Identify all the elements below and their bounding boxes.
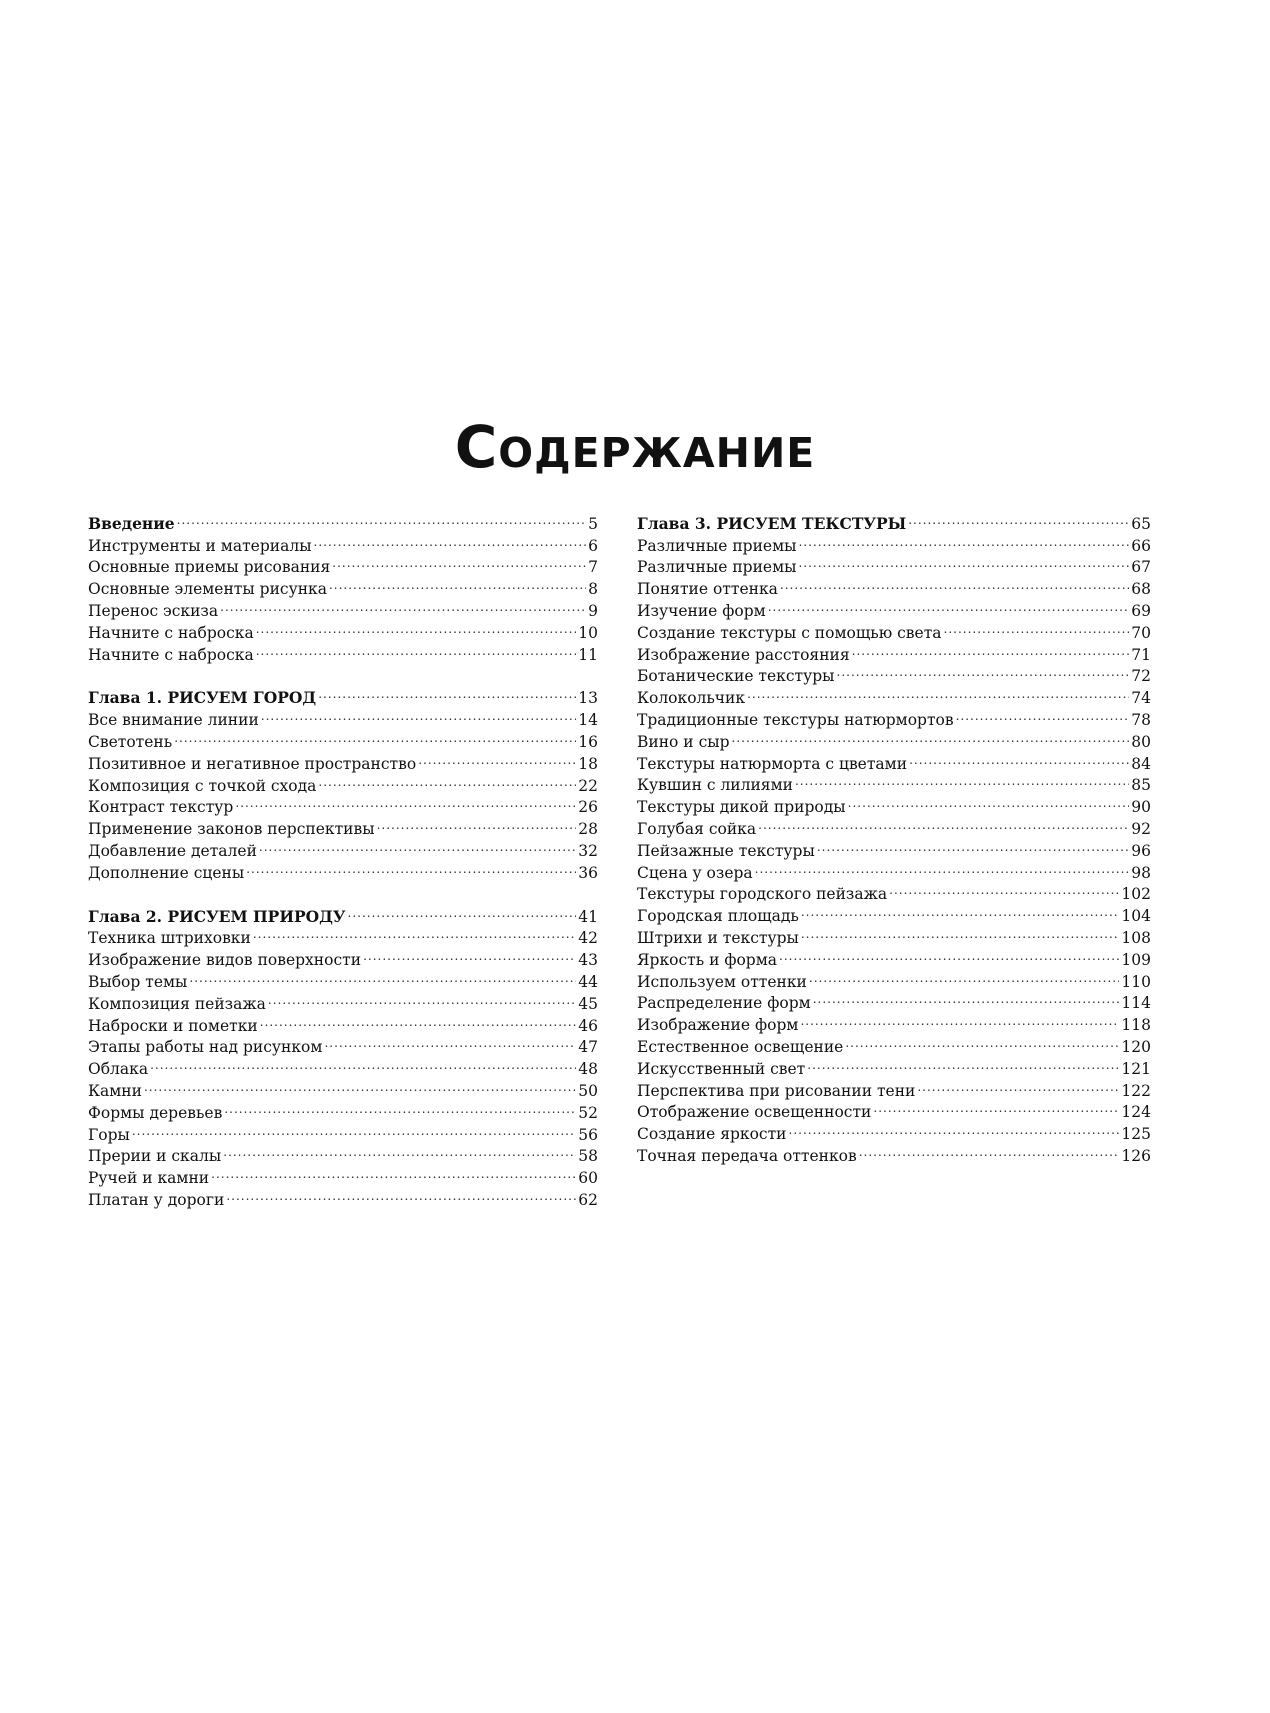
toc-entry-label: Техника штриховки	[88, 929, 251, 948]
toc-page-number: 10	[578, 623, 598, 642]
dot-leader	[220, 594, 586, 616]
toc-entry-label: Колокольчик	[637, 689, 746, 708]
dot-leader	[329, 572, 586, 594]
dot-leader	[132, 1118, 576, 1140]
toc-entry-label: Композиция пейзажа	[88, 994, 266, 1013]
toc-entry-label: Голубая сойка	[637, 819, 757, 838]
toc-page-number: 92	[1131, 819, 1151, 838]
toc-entry-label: Штрихи и текстуры	[637, 928, 799, 947]
toc-page-number: 48	[578, 1060, 598, 1079]
toc-entry-label: Формы деревьев	[88, 1103, 223, 1122]
toc-page-number: 67	[1131, 558, 1151, 577]
dot-leader	[363, 943, 576, 965]
dot-leader	[226, 1183, 576, 1205]
dot-leader	[261, 703, 576, 725]
toc-section-chapter-1	[88, 682, 598, 882]
page-title: Содержание	[454, 413, 816, 481]
toc-entry-label: Начните с наброска	[88, 645, 254, 664]
toc-page-number: 44	[578, 972, 598, 991]
toc-entry-label: Распределение форм	[637, 994, 811, 1013]
dot-leader	[795, 769, 1129, 791]
toc-entry-label: Текстуры городского пейзажа	[637, 885, 888, 904]
toc-page-number: 52	[578, 1103, 598, 1122]
toc-heading-label: Введение	[88, 513, 175, 533]
toc-page-number: 96	[1131, 841, 1151, 860]
dot-leader	[908, 507, 1129, 529]
toc-right-column	[637, 507, 1151, 1165]
dot-leader	[235, 791, 576, 813]
toc-heading-label: Глава 1. РИСУЕМ ГОРОД	[88, 688, 317, 708]
toc-entry-label: Наброски и пометки	[88, 1016, 258, 1035]
dot-leader	[189, 965, 576, 987]
toc-page-number: 66	[1131, 536, 1151, 555]
toc-entry-label: Дополнение сцены	[88, 863, 245, 882]
toc-page-number: 28	[578, 820, 598, 839]
dot-leader	[318, 682, 576, 704]
toc-page-number: 85	[1131, 776, 1151, 795]
dot-leader	[224, 1096, 576, 1118]
toc-entry-label: Традиционные текстуры натюрмортов	[637, 710, 954, 729]
toc-entry-label: Пейзажные текстуры	[637, 841, 815, 860]
toc-entry-label: Выбор темы	[88, 972, 188, 991]
toc-page-number: 56	[578, 1125, 598, 1144]
toc-page-number: 122	[1121, 1081, 1151, 1100]
toc-entry-label: Все внимание линии	[88, 711, 259, 730]
dot-leader	[813, 987, 1120, 1009]
toc-heading[interactable]	[637, 507, 1151, 533]
toc-page-number: 46	[578, 1016, 598, 1035]
dot-leader	[177, 507, 586, 529]
dot-leader	[800, 1008, 1119, 1030]
dot-leader	[917, 1074, 1119, 1096]
toc-entry-label: Городская площадь	[637, 907, 799, 926]
toc-entry-label: Изображение форм	[637, 1016, 799, 1035]
toc-section-chapter-2	[88, 900, 598, 1209]
toc-page-number: 36	[578, 863, 598, 882]
toc-page-number: 16	[578, 732, 598, 751]
dot-leader	[837, 660, 1130, 682]
toc-page-number: 124	[1121, 1103, 1151, 1122]
toc-page-number: 14	[578, 711, 598, 730]
dot-leader	[256, 616, 577, 638]
dot-leader	[780, 572, 1129, 594]
toc-entry-label: Понятие оттенка	[637, 580, 778, 599]
toc-page-number: 13	[578, 689, 598, 708]
toc-entry-label: Изучение форм	[637, 601, 766, 620]
toc-page-number: 41	[578, 907, 598, 926]
toc-entry-label: Точная передача оттенков	[637, 1146, 857, 1165]
toc-page-number: 45	[578, 994, 598, 1013]
toc-page-number: 110	[1121, 972, 1151, 991]
toc-entry-label: Светотень	[88, 732, 173, 751]
toc-page-number: 58	[578, 1147, 598, 1166]
dot-leader	[259, 834, 576, 856]
dot-leader	[848, 790, 1130, 812]
toc-entry-label: Контраст текстур	[88, 798, 234, 817]
toc-page-number: 65	[1131, 514, 1151, 533]
dot-leader	[747, 681, 1129, 703]
dot-leader	[246, 856, 576, 878]
toc-page-number: 90	[1131, 798, 1151, 817]
toc-page-number: 70	[1131, 623, 1151, 642]
dot-leader	[801, 921, 1120, 943]
toc-entry-label: Инструменты и материалы	[88, 536, 312, 555]
toc-entry-label: Текстуры натюрморта с цветами	[637, 754, 908, 773]
dot-leader	[314, 529, 587, 551]
toc-entry-label: Используем оттенки	[637, 972, 807, 991]
toc-section-chapter-3	[637, 507, 1151, 1165]
toc-entry-label: Яркость и форма	[637, 950, 778, 969]
toc-page-number: 5	[588, 514, 598, 533]
toc-page-number: 120	[1121, 1037, 1151, 1056]
toc-entry-label: Вино и сыр	[637, 732, 730, 751]
dot-leader	[859, 1139, 1120, 1161]
toc-entry[interactable]	[88, 1118, 598, 1144]
dot-leader	[909, 747, 1129, 769]
toc-page-number: 69	[1131, 601, 1151, 620]
dot-leader	[956, 703, 1130, 725]
toc-page-number: 74	[1131, 689, 1151, 708]
toc-entry-label: Различные приемы	[637, 536, 797, 555]
toc-entry-label: Кувшин с лилиями	[637, 776, 793, 795]
toc-entry-label: Перенос эскиза	[88, 601, 219, 620]
dot-leader	[268, 987, 576, 1009]
dot-leader	[845, 1030, 1119, 1052]
toc-page-number: 26	[578, 798, 598, 817]
toc-heading[interactable]	[88, 900, 598, 926]
toc-page-number: 43	[578, 951, 598, 970]
dot-leader	[324, 1031, 576, 1053]
toc-entry-label: Отображение освещенности	[637, 1103, 872, 1122]
toc-entry-label: Естественное освещение	[637, 1037, 844, 1056]
toc-entry-label: Камни	[88, 1081, 142, 1100]
toc-page-number: 6	[588, 536, 598, 555]
dot-leader	[144, 1074, 576, 1096]
toc-page-number: 80	[1131, 732, 1151, 751]
toc-page-number: 60	[578, 1169, 598, 1188]
dot-leader	[253, 922, 576, 944]
dot-leader	[789, 1117, 1120, 1139]
toc-section-introduction	[88, 507, 598, 664]
toc-page-number: 68	[1131, 580, 1151, 599]
toc-page-number: 78	[1131, 710, 1151, 729]
toc-page-number: 71	[1131, 645, 1151, 664]
toc-heading[interactable]	[88, 682, 598, 708]
dot-leader	[377, 812, 577, 834]
toc-entry-label: Ручей и камни	[88, 1169, 210, 1188]
dot-leader	[318, 769, 576, 791]
toc-page-number: 62	[578, 1190, 598, 1209]
toc-page-number: 8	[588, 580, 598, 599]
toc-page-number: 126	[1121, 1146, 1151, 1165]
toc-page-number: 72	[1131, 667, 1151, 686]
toc-entry-label: Позитивное и негативное пространство	[88, 754, 417, 773]
toc-page-number: 11	[578, 645, 598, 664]
dot-leader	[256, 638, 577, 660]
toc-entry-label: Основные элементы рисунка	[88, 580, 327, 599]
toc-page-number: 22	[578, 776, 598, 795]
toc-entry-label: Текстуры дикой природы	[637, 798, 846, 817]
toc-heading-label: Глава 3. РИСУЕМ ТЕКСТУРЫ	[637, 513, 907, 533]
toc-entry-label: Сцена у озера	[637, 863, 753, 882]
dot-leader	[174, 725, 576, 747]
toc-entry-label: Горы	[88, 1125, 130, 1144]
toc-entry-label: Изображение видов поверхности	[88, 951, 362, 970]
dot-leader	[817, 834, 1129, 856]
toc-entry[interactable]	[88, 1052, 598, 1079]
toc-entry-label: Ботанические текстуры	[637, 667, 835, 686]
dot-leader	[348, 900, 577, 922]
dot-leader	[223, 1140, 576, 1162]
dot-leader	[944, 616, 1130, 638]
dot-leader	[889, 878, 1119, 900]
toc-page-number: 98	[1131, 863, 1151, 882]
toc-page-number: 118	[1121, 1016, 1151, 1035]
toc-entry-label: Перспектива при рисовании тени	[637, 1081, 916, 1100]
toc-entry-label: Начните с наброска	[88, 623, 254, 642]
dot-leader	[809, 965, 1120, 987]
toc-entry-label: Композиция с точкой схода	[88, 776, 317, 795]
toc-entry-label: Применение законов перспективы	[88, 820, 375, 839]
toc-entry-label: Различные приемы	[637, 558, 797, 577]
toc-left-column	[88, 507, 598, 1209]
toc-entry-label: Прерии и скалы	[88, 1147, 222, 1166]
toc-page-number: 32	[578, 841, 598, 860]
toc-page-number: 42	[578, 929, 598, 948]
toc-heading[interactable]	[88, 507, 598, 533]
toc-page-number: 125	[1121, 1125, 1151, 1144]
toc-page-number: 104	[1121, 907, 1151, 926]
toc-entry[interactable]	[88, 1074, 598, 1100]
toc-entry-label: Платан у дороги	[88, 1190, 225, 1209]
toc-page-number: 109	[1121, 950, 1151, 969]
toc-entry[interactable]	[88, 1140, 598, 1166]
toc-page-number: 18	[578, 754, 598, 773]
toc-entry-label: Облака	[88, 1060, 149, 1079]
toc-heading-label: Глава 2. РИСУЕМ ПРИРОДУ	[88, 906, 346, 926]
dot-leader	[211, 1161, 576, 1183]
dot-leader	[332, 551, 586, 573]
toc-page-number: 7	[588, 558, 598, 577]
toc-page-number: 9	[588, 601, 598, 620]
dot-leader	[807, 1052, 1119, 1074]
toc-entry-label: Этапы работы над рисунком	[88, 1038, 323, 1057]
toc-page-number: 47	[578, 1038, 598, 1057]
toc-entry-label: Создание текстуры с помощью света	[637, 623, 942, 642]
toc-page-number: 50	[578, 1081, 598, 1100]
toc-page-number: 108	[1121, 928, 1151, 947]
dot-leader	[798, 551, 1129, 573]
dot-leader	[873, 1096, 1119, 1118]
toc-entry-label: Основные приемы рисования	[88, 558, 331, 577]
toc-page-number: 114	[1121, 994, 1151, 1013]
dot-leader	[732, 725, 1130, 747]
dot-leader	[798, 529, 1129, 551]
toc-entry[interactable]	[88, 1096, 598, 1122]
toc-entry-label: Создание яркости	[637, 1125, 787, 1144]
toc-page-number: 121	[1121, 1059, 1151, 1078]
toc-entry-label: Изображение расстояния	[637, 645, 850, 664]
dot-leader	[418, 747, 576, 769]
toc-entry-label: Искусственный свет	[637, 1059, 806, 1078]
dot-leader	[755, 856, 1130, 878]
dot-leader	[260, 1009, 577, 1031]
dot-leader	[150, 1052, 576, 1074]
toc-page-number: 102	[1121, 885, 1151, 904]
dot-leader	[758, 812, 1129, 834]
dot-leader	[852, 638, 1130, 660]
dot-leader	[768, 594, 1130, 616]
dot-leader	[779, 943, 1119, 965]
dot-leader	[801, 899, 1120, 921]
toc-page-number: 84	[1131, 754, 1151, 773]
toc-entry-label: Добавление деталей	[88, 841, 257, 860]
